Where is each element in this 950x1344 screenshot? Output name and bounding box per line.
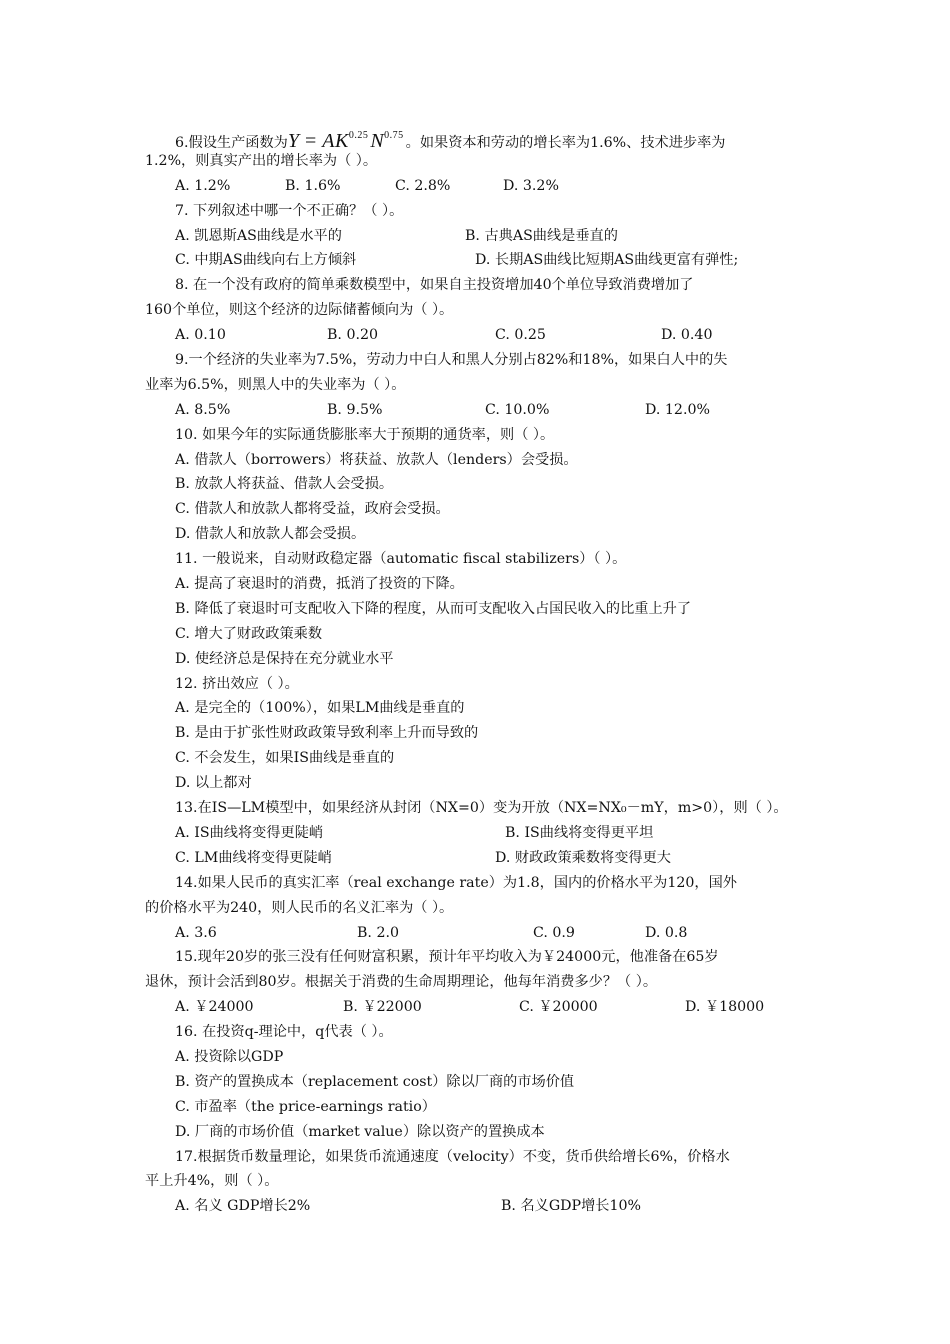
option-a: A. 0.10 [175,327,226,344]
option-c: C. 10.0% [485,401,550,418]
question-7-options-ab [145,224,810,249]
question-16-option-b: B. 资产的置换成本（replacement cost）除以厂商的市场价值 [175,1073,575,1090]
question-12-option-d: D. 以上都对 [175,775,252,792]
option-d: D. ￥18000 [685,999,765,1016]
question-14-stem: 14.如果人民币的真实汇率（real exchange rate）为1.8，国内的价格水平为120，国外 [175,874,737,891]
question-9-stem: 9.一个经济的失业率为7.5%，劳动力中白人和黑人分别占82%和18%，如果白人中的失 [175,352,728,369]
option-b: B. 9.5% [327,401,383,418]
option-c: C. 中期AS曲线向右上方倾斜 [175,252,357,269]
option-d: D. 长期AS曲线比短期AS曲线更富有弹性; [475,252,739,269]
option-a: A. 1.2% [175,177,231,194]
question-13-stem: 13.在IS—LM模型中，如果经济从封闭（NX=0）变为开放（NX=NX₀－mY，m>0），则（ ）。 [175,800,788,817]
question-11-option-b: B. 降低了衰退时可支配收入下降的程度，从而可支配收入占国民收入的比重上升了 [175,600,692,617]
option-c: C. 2.8% [395,177,451,194]
option-d: D. 财政政策乘数将变得更大 [495,849,671,866]
option-b: B. IS曲线将变得更平坦 [505,824,654,841]
option-a: A. 8.5% [175,401,231,418]
question-15-stem: 15.现年20岁的张三没有任何财富积累，预计年平均收入为￥24000元，他准备在65岁 [175,949,719,966]
question-13-options-cd [145,846,810,871]
option-c: C. 0.25 [495,327,546,344]
option-a: A. 名义 GDP增长2% [175,1198,311,1215]
option-b: B. 1.6% [285,177,341,194]
question-11-stem: 11. 一般说来，自动财政稳定器（automatic fiscal stabilizers）（ ）。 [175,551,627,568]
option-b: B. 0.20 [327,327,379,344]
question-6-stem-cont: 1.2%，则真实产出的增长率为（ ）。 [145,152,378,169]
option-a: A. 3.6 [175,924,217,941]
question-10-option-b: B. 放款人将获益、借款人会受损。 [175,476,394,493]
question-17-stem: 17.根据货币数量理论，如果货币流通速度（velocity）不变，货币供给增长6%，价格水 [175,1148,730,1165]
question-13-options-ab [145,821,810,846]
option-b: B. 名义GDP增长10% [501,1198,641,1215]
option-c: C. ￥20000 [519,999,598,1016]
option-c: C. 0.9 [533,924,575,941]
question-11-option-c: C. 增大了财政政策乘数 [175,625,323,642]
question-8-options [145,323,810,348]
production-function-formula: $Y = AK^{0.25}$ $N^{0.75}$ [287,130,404,152]
option-a: A. ￥24000 [175,999,254,1016]
option-b: B. 2.0 [357,924,400,941]
question-16-option-c: C. 市盈率（the price-earnings ratio） [175,1098,436,1115]
question-6-stem: 6.假设生产函数为$Y = AK^{0.25}$ $N^{0.75}$ 。如果资本和劳动的增长率为1.6%、技术进步率为 [175,130,726,152]
question-10-option-d: D. 借款人和放款人都会受损。 [175,526,366,543]
question-17-stem-cont: 平上升4%，则（ ）。 [145,1173,279,1190]
question-6-options [145,174,810,199]
question-12-option-b: B. 是由于扩张性财政政策导致利率上升而导致的 [175,725,479,742]
option-d: D. 0.40 [661,327,713,344]
question-12-stem: 12. 挤出效应（ ）。 [175,675,299,692]
option-b: B. 古典AS曲线是垂直的 [465,227,618,244]
exam-questions [145,124,810,1219]
question-16-stem: 16. 在投资q-理论中，q代表（ ）。 [175,1024,393,1041]
question-15-stem-cont: 退休，预计会活到80岁。根据关于消费的生命周期理论，他每年消费多少？（ ）。 [145,974,658,991]
question-16-option-d: D. 厂商的市场价值（market value）除以资产的置换成本 [175,1123,545,1140]
question-16-option-a: A. 投资除以GDP [175,1048,284,1065]
question-11-option-d: D. 使经济总是保持在充分就业水平 [175,650,394,667]
question-10-stem: 10. 如果今年的实际通货膨胀率大于预期的通货率，则（ ）。 [175,426,555,443]
question-10-option-c: C. 借款人和放款人都将受益，政府会受损。 [175,501,450,518]
question-17-options [145,1194,810,1219]
question-9-stem-cont: 业率为6.5%，则黑人中的失业率为（ ）。 [145,376,406,393]
question-7-stem: 7. 下列叙述中哪一个不正确？（ ）。 [175,202,404,219]
question-11-option-a: A. 提高了衰退时的消费，抵消了投资的下降。 [175,576,464,593]
option-c: C. LM曲线将变得更陡峭 [175,849,332,866]
question-12-option-a: A. 是完全的（100%），如果LM曲线是垂直的 [175,700,465,717]
option-d: D. 0.8 [645,924,688,941]
question-7-options-cd [145,248,810,273]
option-a: A. IS曲线将变得更陡峭 [175,824,324,841]
question-12-option-c: C. 不会发生，如果IS曲线是垂直的 [175,750,395,767]
question-10-option-a: A. 借款人（borrowers）将获益、放款人（lenders）会受损。 [175,451,578,468]
question-14-stem-cont: 的价格水平为240，则人民币的名义汇率为（ ）。 [145,899,454,916]
question-9-options [145,398,810,423]
question-15-options [145,995,810,1020]
option-b: B. ￥22000 [343,999,422,1016]
question-8-stem: 8. 在一个没有政府的简单乘数模型中，如果自主投资增加40个单位导致消费增加了 [175,277,694,294]
question-14-options [145,921,810,946]
question-8-stem-cont: 160个单位，则这个经济的边际储蓄倾向为（ ）。 [145,302,454,319]
option-d: D. 12.0% [645,401,710,418]
option-a: A. 凯恩斯AS曲线是水平的 [175,227,342,244]
option-d: D. 3.2% [503,177,559,194]
